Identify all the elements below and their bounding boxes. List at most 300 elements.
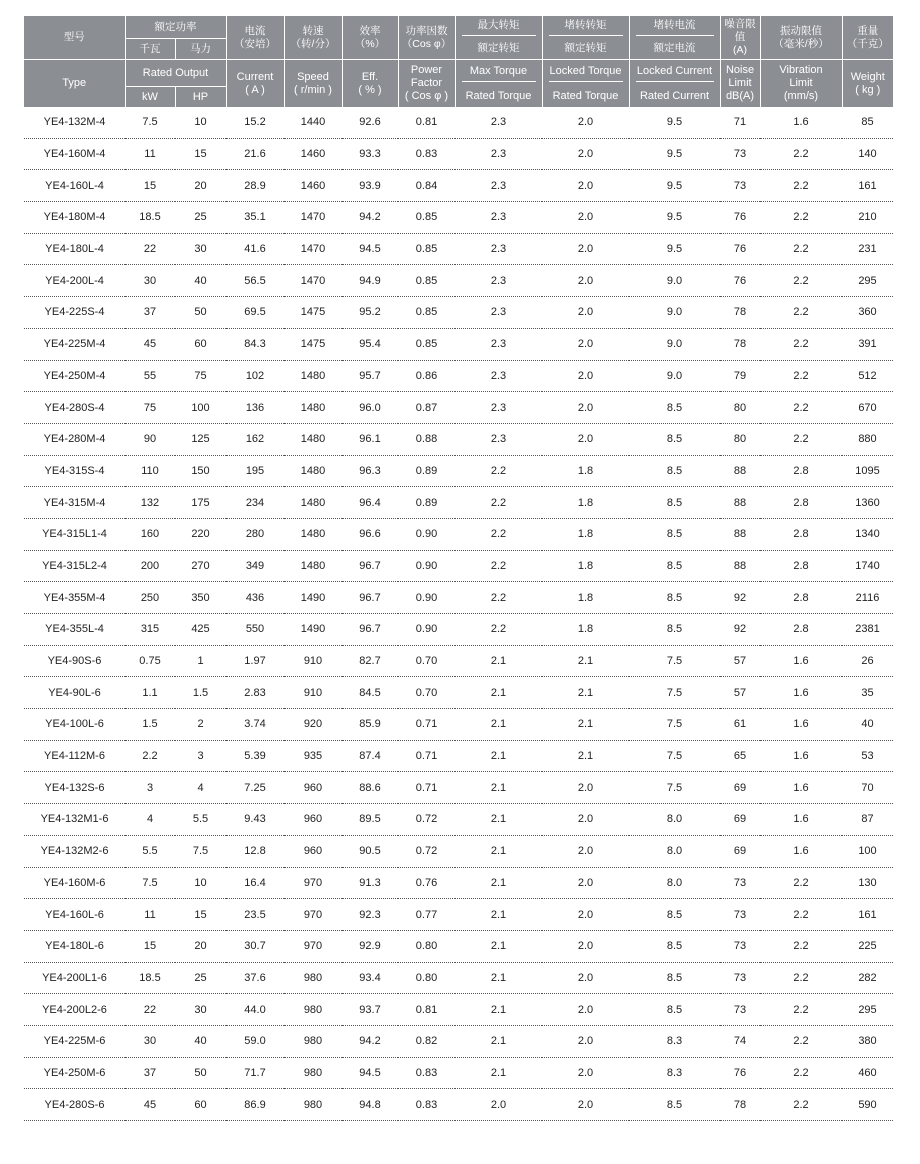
- table-row: [24, 709, 893, 741]
- cell-vibration: 2.2: [760, 962, 842, 994]
- cell-current: 195: [226, 455, 284, 487]
- cell-hp: 150: [175, 455, 226, 487]
- cell-kw: 315: [125, 614, 175, 646]
- cell-kw: 45: [125, 328, 175, 360]
- cell-current: 349: [226, 550, 284, 582]
- cell-current: 41.6: [226, 233, 284, 265]
- cell-kw: 250: [125, 582, 175, 614]
- cell-hp: 40: [175, 1025, 226, 1057]
- cell-kw: 1.1: [125, 677, 175, 709]
- motor-spec-table: [24, 16, 893, 1121]
- cell-eff: 94.2: [342, 202, 398, 234]
- cell-max-torque: 2.2: [455, 550, 542, 582]
- cell-kw: 15: [125, 170, 175, 202]
- cell-speed: 1480: [284, 518, 342, 550]
- cell-power-factor: 0.90: [398, 582, 455, 614]
- cell-eff: 93.4: [342, 962, 398, 994]
- cell-max-torque: 2.2: [455, 614, 542, 646]
- cell-speed: 1490: [284, 582, 342, 614]
- cell-hp: 7.5: [175, 835, 226, 867]
- table-row: [24, 1089, 893, 1121]
- cell-type: YE4-280S-6: [24, 1089, 125, 1121]
- cell-kw: 30: [125, 1025, 175, 1057]
- cell-speed: 1480: [284, 423, 342, 455]
- table-row: [24, 423, 893, 455]
- cell-type: YE4-250M-6: [24, 1057, 125, 1089]
- cell-locked-torque: 2.0: [542, 138, 629, 170]
- cell-kw: 45: [125, 1089, 175, 1121]
- table-row: [24, 930, 893, 962]
- cell-vibration: 2.2: [760, 867, 842, 899]
- cell-weight: 391: [842, 328, 893, 360]
- cell-locked-current: 8.5: [629, 518, 720, 550]
- table-row: [24, 1025, 893, 1057]
- cell-max-torque: 2.1: [455, 930, 542, 962]
- cell-weight: 225: [842, 930, 893, 962]
- cell-power-factor: 0.81: [398, 107, 455, 138]
- cell-locked-current: 8.5: [629, 550, 720, 582]
- cell-speed: 980: [284, 994, 342, 1026]
- cell-power-factor: 0.80: [398, 962, 455, 994]
- cell-locked-torque: 2.0: [542, 835, 629, 867]
- cell-weight: 140: [842, 138, 893, 170]
- cell-power-factor: 0.72: [398, 804, 455, 836]
- cell-locked-current: 9.5: [629, 107, 720, 138]
- cell-current: 69.5: [226, 297, 284, 329]
- table-body: [24, 107, 893, 1121]
- cell-locked-torque: 2.0: [542, 423, 629, 455]
- cell-weight: 295: [842, 994, 893, 1026]
- header-kw-cn: 千瓦: [125, 39, 175, 60]
- cell-locked-torque: 2.0: [542, 772, 629, 804]
- cell-vibration: 2.2: [760, 994, 842, 1026]
- cell-power-factor: 0.70: [398, 645, 455, 677]
- cell-vibration: 1.6: [760, 740, 842, 772]
- cell-hp: 1: [175, 645, 226, 677]
- cell-power-factor: 0.84: [398, 170, 455, 202]
- cell-noise: 78: [720, 297, 760, 329]
- cell-hp: 50: [175, 1057, 226, 1089]
- cell-noise: 73: [720, 930, 760, 962]
- cell-hp: 40: [175, 265, 226, 297]
- cell-eff: 87.4: [342, 740, 398, 772]
- cell-locked-torque: 2.0: [542, 867, 629, 899]
- cell-max-torque: 2.3: [455, 138, 542, 170]
- cell-locked-torque: 2.1: [542, 645, 629, 677]
- cell-max-torque: 2.3: [455, 328, 542, 360]
- cell-eff: 84.5: [342, 677, 398, 709]
- cell-eff: 96.6: [342, 518, 398, 550]
- cell-eff: 94.5: [342, 1057, 398, 1089]
- cell-locked-current: 8.5: [629, 455, 720, 487]
- cell-eff: 91.3: [342, 867, 398, 899]
- table-row: [24, 867, 893, 899]
- cell-current: 550: [226, 614, 284, 646]
- cell-kw: 7.5: [125, 867, 175, 899]
- cell-vibration: 2.2: [760, 423, 842, 455]
- cell-max-torque: 2.3: [455, 423, 542, 455]
- cell-power-factor: 0.83: [398, 138, 455, 170]
- cell-hp: 30: [175, 994, 226, 1026]
- cell-weight: 26: [842, 645, 893, 677]
- cell-speed: 960: [284, 772, 342, 804]
- cell-max-torque: 2.1: [455, 899, 542, 931]
- cell-hp: 25: [175, 202, 226, 234]
- cell-max-torque: 2.1: [455, 677, 542, 709]
- cell-speed: 1440: [284, 107, 342, 138]
- cell-weight: 231: [842, 233, 893, 265]
- cell-max-torque: 2.3: [455, 170, 542, 202]
- cell-locked-current: 9.0: [629, 265, 720, 297]
- cell-current: 1.97: [226, 645, 284, 677]
- cell-type: YE4-315L2-4: [24, 550, 125, 582]
- cell-weight: 130: [842, 867, 893, 899]
- cell-hp: 425: [175, 614, 226, 646]
- header-locked-current-en: Locked Current: [629, 60, 720, 87]
- table-header: [24, 16, 893, 107]
- cell-noise: 76: [720, 202, 760, 234]
- cell-type: YE4-132M1-6: [24, 804, 125, 836]
- cell-max-torque: 2.2: [455, 518, 542, 550]
- header-speed-en: Speed ( r/min ): [284, 60, 342, 107]
- cell-power-factor: 0.83: [398, 1057, 455, 1089]
- cell-speed: 1470: [284, 202, 342, 234]
- cell-kw: 7.5: [125, 107, 175, 138]
- cell-noise: 65: [720, 740, 760, 772]
- cell-vibration: 1.6: [760, 107, 842, 138]
- cell-current: 234: [226, 487, 284, 519]
- cell-speed: 1475: [284, 297, 342, 329]
- cell-power-factor: 0.85: [398, 265, 455, 297]
- header-current-cn: 电流 （安培）: [226, 16, 284, 59]
- cell-eff: 96.7: [342, 582, 398, 614]
- cell-current: 44.0: [226, 994, 284, 1026]
- cell-vibration: 2.2: [760, 899, 842, 931]
- cell-eff: 95.7: [342, 360, 398, 392]
- cell-locked-torque: 2.0: [542, 392, 629, 424]
- cell-power-factor: 0.81: [398, 994, 455, 1026]
- cell-weight: 1095: [842, 455, 893, 487]
- cell-hp: 175: [175, 487, 226, 519]
- cell-kw: 18.5: [125, 202, 175, 234]
- cell-kw: 0.75: [125, 645, 175, 677]
- table-row: [24, 582, 893, 614]
- cell-current: 56.5: [226, 265, 284, 297]
- cell-eff: 93.3: [342, 138, 398, 170]
- cell-noise: 76: [720, 265, 760, 297]
- cell-power-factor: 0.76: [398, 867, 455, 899]
- cell-kw: 22: [125, 233, 175, 265]
- cell-current: 2.83: [226, 677, 284, 709]
- cell-eff: 94.2: [342, 1025, 398, 1057]
- cell-hp: 4: [175, 772, 226, 804]
- cell-noise: 78: [720, 1089, 760, 1121]
- cell-noise: 73: [720, 962, 760, 994]
- cell-max-torque: 2.1: [455, 835, 542, 867]
- cell-speed: 1470: [284, 265, 342, 297]
- cell-power-factor: 0.88: [398, 423, 455, 455]
- cell-type: YE4-180L-4: [24, 233, 125, 265]
- cell-locked-torque: 2.0: [542, 233, 629, 265]
- cell-locked-current: 8.5: [629, 930, 720, 962]
- cell-kw: 22: [125, 994, 175, 1026]
- cell-power-factor: 0.85: [398, 202, 455, 234]
- cell-vibration: 2.2: [760, 202, 842, 234]
- cell-hp: 20: [175, 930, 226, 962]
- cell-vibration: 1.6: [760, 677, 842, 709]
- cell-max-torque: 2.1: [455, 740, 542, 772]
- cell-hp: 15: [175, 138, 226, 170]
- cell-power-factor: 0.90: [398, 518, 455, 550]
- cell-noise: 69: [720, 804, 760, 836]
- cell-weight: 590: [842, 1089, 893, 1121]
- cell-max-torque: 2.3: [455, 360, 542, 392]
- table-row: [24, 614, 893, 646]
- cell-eff: 95.2: [342, 297, 398, 329]
- cell-kw: 4: [125, 804, 175, 836]
- cell-locked-current: 7.5: [629, 709, 720, 741]
- cell-weight: 2116: [842, 582, 893, 614]
- cell-hp: 270: [175, 550, 226, 582]
- cell-vibration: 2.2: [760, 360, 842, 392]
- cell-kw: 1.5: [125, 709, 175, 741]
- header-hp-en: HP: [175, 87, 226, 108]
- cell-locked-current: 9.5: [629, 233, 720, 265]
- cell-noise: 78: [720, 328, 760, 360]
- cell-current: 86.9: [226, 1089, 284, 1121]
- header-noise-cn: 噪音限值 (A): [720, 16, 760, 59]
- cell-locked-torque: 2.0: [542, 962, 629, 994]
- header-locked-current-cn: 堵转电流: [629, 16, 720, 39]
- cell-vibration: 1.6: [760, 835, 842, 867]
- cell-max-torque: 2.3: [455, 297, 542, 329]
- header-locked-torque-sub-en: Rated Torque: [542, 87, 629, 108]
- cell-locked-torque: 1.8: [542, 582, 629, 614]
- cell-current: 21.6: [226, 138, 284, 170]
- cell-speed: 960: [284, 804, 342, 836]
- table-row: [24, 202, 893, 234]
- cell-vibration: 2.8: [760, 582, 842, 614]
- cell-speed: 970: [284, 930, 342, 962]
- header-hp-cn: 马力: [175, 39, 226, 60]
- cell-current: 23.5: [226, 899, 284, 931]
- cell-hp: 220: [175, 518, 226, 550]
- cell-locked-torque: 2.0: [542, 994, 629, 1026]
- cell-type: YE4-132M-4: [24, 107, 125, 138]
- cell-hp: 10: [175, 107, 226, 138]
- cell-locked-current: 9.5: [629, 138, 720, 170]
- cell-locked-torque: 2.0: [542, 930, 629, 962]
- cell-type: YE4-160M-4: [24, 138, 125, 170]
- cell-max-torque: 2.3: [455, 392, 542, 424]
- cell-locked-current: 9.5: [629, 202, 720, 234]
- header-weight-cn: 重量 （千克）: [842, 16, 893, 59]
- cell-vibration: 2.8: [760, 487, 842, 519]
- cell-vibration: 1.6: [760, 804, 842, 836]
- header-vibration-en: Vibration Limit (mm/s): [760, 60, 842, 107]
- cell-locked-current: 9.0: [629, 360, 720, 392]
- cell-power-factor: 0.77: [398, 899, 455, 931]
- cell-type: YE4-200L2-6: [24, 994, 125, 1026]
- cell-weight: 1740: [842, 550, 893, 582]
- cell-type: YE4-200L-4: [24, 265, 125, 297]
- cell-power-factor: 0.85: [398, 297, 455, 329]
- cell-locked-torque: 1.8: [542, 518, 629, 550]
- cell-locked-current: 8.5: [629, 899, 720, 931]
- cell-noise: 80: [720, 392, 760, 424]
- cell-kw: 75: [125, 392, 175, 424]
- header-max-torque-sub-cn: 额定转矩: [455, 39, 542, 60]
- cell-locked-torque: 1.8: [542, 550, 629, 582]
- table-row: [24, 518, 893, 550]
- header-type-cn: 型号: [24, 16, 125, 59]
- cell-hp: 60: [175, 328, 226, 360]
- header-locked-current-sub-en: Rated Current: [629, 87, 720, 108]
- table-row: [24, 899, 893, 931]
- cell-locked-torque: 2.0: [542, 265, 629, 297]
- cell-power-factor: 0.80: [398, 930, 455, 962]
- cell-power-factor: 0.89: [398, 487, 455, 519]
- cell-type: YE4-112M-6: [24, 740, 125, 772]
- cell-current: 7.25: [226, 772, 284, 804]
- cell-current: 102: [226, 360, 284, 392]
- header-speed-cn: 转速 （转/分）: [284, 16, 342, 59]
- cell-weight: 85: [842, 107, 893, 138]
- motor-spec-table-container: [24, 16, 893, 1121]
- cell-noise: 73: [720, 994, 760, 1026]
- cell-vibration: 2.2: [760, 297, 842, 329]
- cell-kw: 55: [125, 360, 175, 392]
- cell-locked-current: 8.5: [629, 1089, 720, 1121]
- cell-hp: 100: [175, 392, 226, 424]
- table-row: [24, 138, 893, 170]
- cell-noise: 69: [720, 835, 760, 867]
- cell-eff: 96.0: [342, 392, 398, 424]
- cell-speed: 910: [284, 677, 342, 709]
- cell-kw: 3: [125, 772, 175, 804]
- cell-current: 9.43: [226, 804, 284, 836]
- cell-noise: 73: [720, 899, 760, 931]
- cell-max-torque: 2.1: [455, 709, 542, 741]
- table-row: [24, 994, 893, 1026]
- cell-current: 12.8: [226, 835, 284, 867]
- cell-kw: 200: [125, 550, 175, 582]
- cell-speed: 1460: [284, 138, 342, 170]
- cell-locked-torque: 1.8: [542, 455, 629, 487]
- cell-weight: 295: [842, 265, 893, 297]
- cell-current: 162: [226, 423, 284, 455]
- cell-locked-current: 7.5: [629, 677, 720, 709]
- table-row: [24, 265, 893, 297]
- cell-speed: 1480: [284, 487, 342, 519]
- cell-locked-torque: 2.1: [542, 677, 629, 709]
- cell-noise: 69: [720, 772, 760, 804]
- cell-type: YE4-315L1-4: [24, 518, 125, 550]
- cell-weight: 70: [842, 772, 893, 804]
- cell-vibration: 2.2: [760, 328, 842, 360]
- cell-locked-current: 8.5: [629, 582, 720, 614]
- cell-current: 436: [226, 582, 284, 614]
- cell-weight: 161: [842, 170, 893, 202]
- cell-noise: 92: [720, 614, 760, 646]
- cell-type: YE4-160M-6: [24, 867, 125, 899]
- cell-hp: 60: [175, 1089, 226, 1121]
- cell-weight: 512: [842, 360, 893, 392]
- cell-type: YE4-225S-4: [24, 297, 125, 329]
- cell-weight: 210: [842, 202, 893, 234]
- cell-locked-torque: 1.8: [542, 487, 629, 519]
- cell-type: YE4-180M-4: [24, 202, 125, 234]
- cell-max-torque: 2.2: [455, 487, 542, 519]
- cell-eff: 96.4: [342, 487, 398, 519]
- header-eff-cn: 效率 （%）: [342, 16, 398, 59]
- cell-noise: 76: [720, 233, 760, 265]
- cell-locked-torque: 1.8: [542, 614, 629, 646]
- cell-power-factor: 0.90: [398, 614, 455, 646]
- cell-vibration: 2.2: [760, 392, 842, 424]
- header-rated-output-cn: 额定功率: [125, 16, 226, 39]
- cell-power-factor: 0.85: [398, 233, 455, 265]
- cell-noise: 73: [720, 170, 760, 202]
- cell-speed: 970: [284, 867, 342, 899]
- header-max-torque-cn: 最大转矩: [455, 16, 542, 39]
- cell-current: 71.7: [226, 1057, 284, 1089]
- cell-eff: 95.4: [342, 328, 398, 360]
- cell-eff: 94.9: [342, 265, 398, 297]
- cell-type: YE4-160L-6: [24, 899, 125, 931]
- cell-hp: 5.5: [175, 804, 226, 836]
- table-row: [24, 170, 893, 202]
- cell-vibration: 2.8: [760, 614, 842, 646]
- cell-weight: 880: [842, 423, 893, 455]
- cell-current: 16.4: [226, 867, 284, 899]
- table-row: [24, 455, 893, 487]
- header-max-torque-sub-en: Rated Torque: [455, 87, 542, 108]
- cell-weight: 87: [842, 804, 893, 836]
- cell-hp: 2: [175, 709, 226, 741]
- cell-speed: 1480: [284, 455, 342, 487]
- table-row: [24, 740, 893, 772]
- cell-noise: 79: [720, 360, 760, 392]
- header-current-en: Current ( A ): [226, 60, 284, 107]
- cell-locked-current: 8.0: [629, 867, 720, 899]
- table-row: [24, 360, 893, 392]
- cell-current: 59.0: [226, 1025, 284, 1057]
- header-locked-torque-en: Locked Torque: [542, 60, 629, 87]
- cell-type: YE4-100L-6: [24, 709, 125, 741]
- cell-speed: 935: [284, 740, 342, 772]
- cell-locked-torque: 2.0: [542, 804, 629, 836]
- header-type-en: Type: [24, 60, 125, 107]
- cell-locked-current: 9.0: [629, 328, 720, 360]
- cell-locked-torque: 2.0: [542, 202, 629, 234]
- header-pf-en: Power Factor ( Cos φ ): [398, 60, 455, 107]
- cell-vibration: 2.2: [760, 1025, 842, 1057]
- table-row: [24, 107, 893, 138]
- cell-vibration: 1.6: [760, 645, 842, 677]
- cell-type: YE4-90S-6: [24, 645, 125, 677]
- cell-eff: 96.7: [342, 614, 398, 646]
- cell-speed: 920: [284, 709, 342, 741]
- table-row: [24, 677, 893, 709]
- cell-weight: 360: [842, 297, 893, 329]
- cell-noise: 76: [720, 1057, 760, 1089]
- cell-speed: 980: [284, 1025, 342, 1057]
- cell-noise: 61: [720, 709, 760, 741]
- cell-power-factor: 0.86: [398, 360, 455, 392]
- cell-kw: 11: [125, 138, 175, 170]
- cell-locked-current: 8.5: [629, 487, 720, 519]
